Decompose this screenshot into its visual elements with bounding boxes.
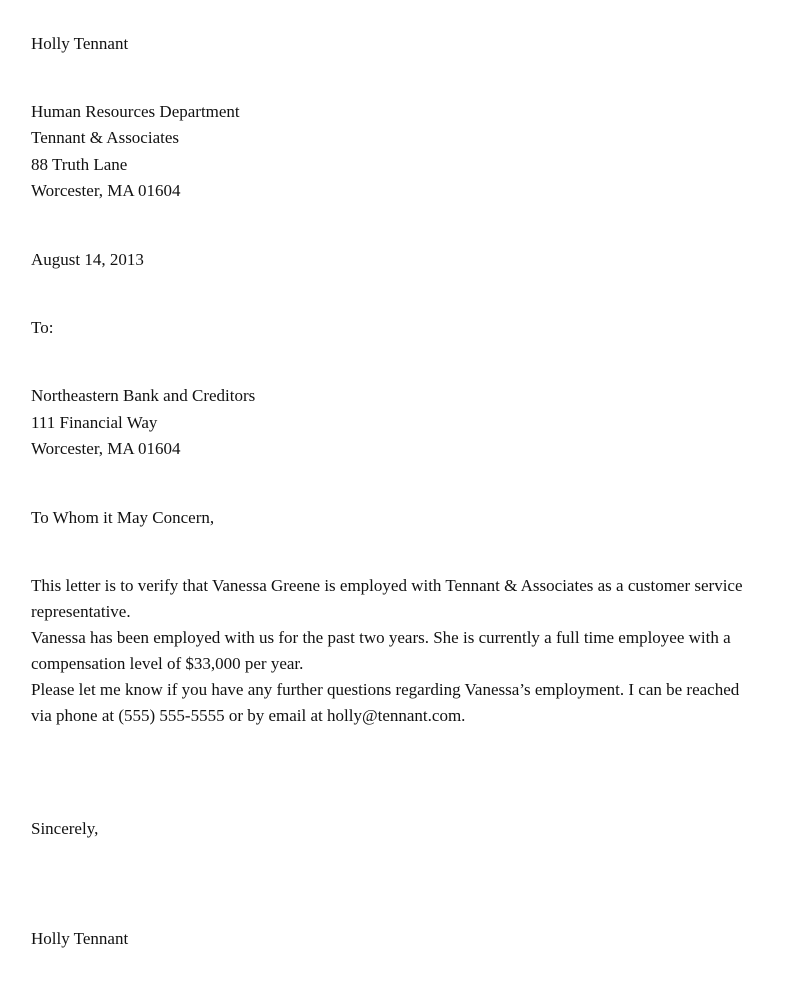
body-line: via phone at (555) 555-5555 or by email at holly@tennant.com. bbox=[31, 706, 466, 725]
signature-name: Holly Tennant bbox=[31, 929, 129, 948]
sender-address-line: Human Resources Department bbox=[31, 102, 240, 121]
letter-body bbox=[31, 573, 771, 729]
letter-date: August 14, 2013 bbox=[31, 250, 144, 269]
body-line: compensation level of $33,000 per year. bbox=[31, 654, 304, 673]
salutation: To Whom it May Concern, bbox=[31, 508, 215, 527]
sender-address-line: Tennant & Associates bbox=[31, 128, 180, 147]
sender-address-line: 88 Truth Lane bbox=[31, 155, 128, 174]
recipient-address-line: 111 Financial Way bbox=[31, 413, 158, 432]
body-line: This letter is to verify that Vanessa Greene is employed with Tennant & Associates as a customer service bbox=[31, 576, 743, 595]
sender-address-line: Worcester, MA 01604 bbox=[31, 181, 181, 200]
recipient-address-line: Worcester, MA 01604 bbox=[31, 439, 181, 458]
closing: Sincerely, bbox=[31, 819, 99, 838]
body-line: representative. bbox=[31, 602, 131, 621]
sender-name: Holly Tennant bbox=[31, 34, 129, 53]
body-line: Vanessa has been employed with us for the past two years. She is currently a full time employee with a bbox=[31, 628, 731, 647]
body-line: Please let me know if you have any further questions regarding Vanessa’s employment. I can be reached bbox=[31, 680, 740, 699]
recipient-address-line: Northeastern Bank and Creditors bbox=[31, 386, 256, 405]
to-label: To: bbox=[31, 318, 54, 337]
